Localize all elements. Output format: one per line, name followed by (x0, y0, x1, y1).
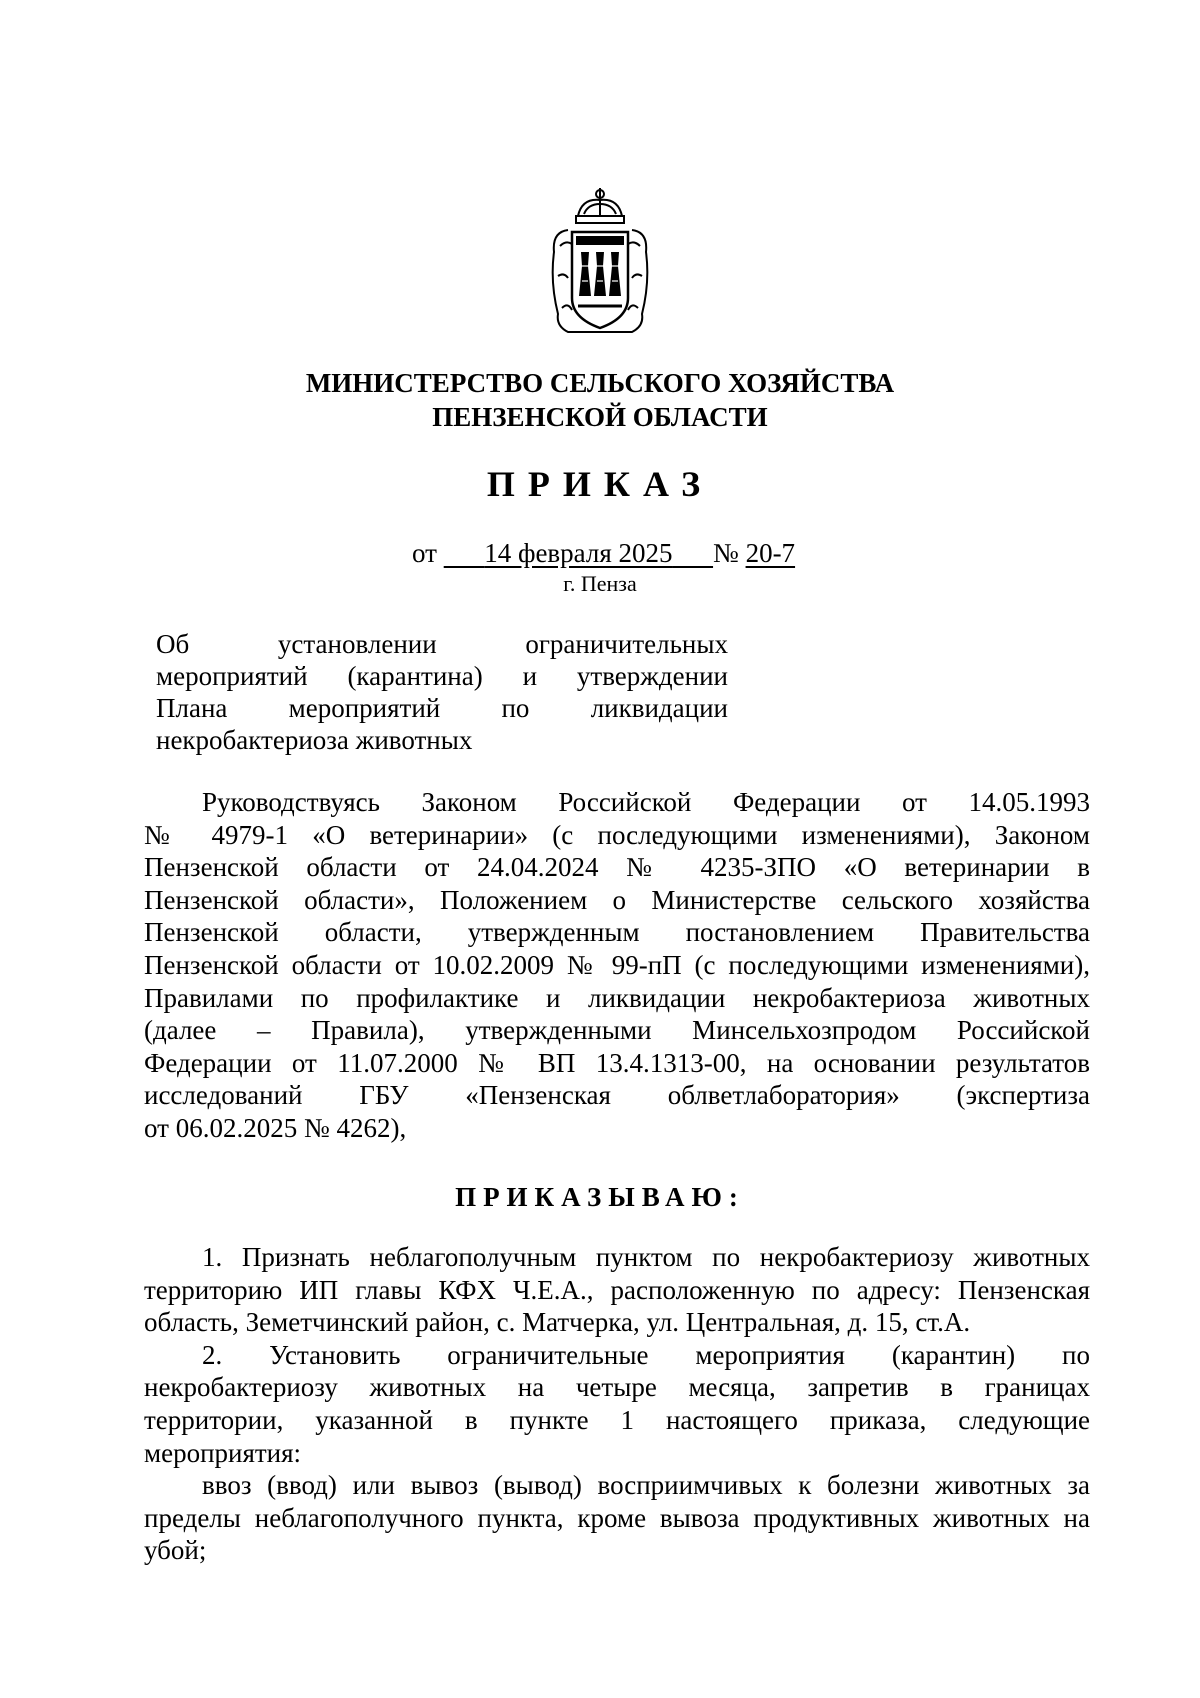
paragraph-line: Руководствуясь Законом Российской Федерации от 14.05.1993 (202, 787, 1090, 817)
subject-line: некробактериоза животных (156, 725, 473, 755)
subject-line: Плана мероприятий по ликвидации (156, 693, 728, 723)
paragraph-line: от 06.02.2025 № 4262), (144, 1112, 407, 1143)
number-prefix: № (713, 538, 739, 568)
preamble-paragraph (144, 786, 1090, 1145)
coat-of-arms-emblem (548, 186, 652, 338)
paragraph-line: исследований ГБУ «Пензенская облветлаборатория» (экспертиза (144, 1080, 1090, 1111)
item-2-line: территории, указанной в пункте 1 настоящего приказа, следующие (144, 1404, 1090, 1435)
item-2a-line: убой; (144, 1535, 207, 1566)
subject-line: мероприятий (карантина) и утверждении (156, 661, 728, 691)
item-2a-line: ввоз (ввод) или вывоз (вывод) восприимчивых к болезни животных за (202, 1470, 1090, 1501)
item-1-line: территорию ИП главы КФХ Ч.Е.А., расположенную по адресу: Пензенская (144, 1274, 1090, 1305)
subject-line: Об установлении ограничительных (156, 629, 728, 659)
paragraph-line: Пензенской области», Положением о Министерстве сельского хозяйства (144, 884, 1090, 915)
item-2-line: некробактериозу животных на четыре месяца, запретив в границах (144, 1372, 1090, 1403)
paragraph-line: Федерации от 11.07.2000 № ВП 13.4.1313-00, на основании результатов (144, 1047, 1090, 1078)
item-2-line: мероприятия: (144, 1437, 302, 1468)
date-prefix: от (412, 538, 437, 568)
document-type-title: ПРИКАЗ (486, 464, 714, 504)
order-items (144, 1241, 1090, 1567)
order-number: 20-7 (745, 538, 796, 568)
item-1-line: область, Земетчинский район, с. Матчерка, ул. Центральная, д. 15, ст.А. (144, 1307, 971, 1338)
paragraph-line: (далее – Правила), утвержденными Минсельхозпродом Российской (144, 1015, 1090, 1046)
item-1-line: 1. Признать неблагополучным пунктом по некробактериозу животных (202, 1242, 1090, 1272)
decree-heading: ПРИКАЗЫВАЮ: (455, 1182, 745, 1212)
paragraph-line: Пензенской области от 10.02.2009 № 99-пП (с последующими изменениями), (144, 949, 1090, 980)
paragraph-line: № 4979-1 «О ветеринарии» (с последующими изменениями), Законом (144, 819, 1090, 850)
ministry-name-line-1: МИНИСТЕРСТВО СЕЛЬСКОГО ХОЗЯЙСТВА (305, 368, 895, 398)
paragraph-line: Правилами по профилактике и ликвидации некробактериоза животных (144, 982, 1090, 1013)
ministry-name-line-2: ПЕНЗЕНСКОЙ ОБЛАСТИ (432, 402, 768, 432)
item-2-line: 2. Установить ограничительные мероприятия (карантин) по (202, 1339, 1090, 1370)
city: г. Пенза (563, 571, 637, 596)
date-number-line (412, 536, 795, 570)
item-2a-line: пределы неблагополучного пункта, кроме вывоза продуктивных животных на (144, 1502, 1090, 1533)
date-underlined (444, 538, 713, 568)
paragraph-line: Пензенской области от 24.04.2024 № 4235-ЗПО «О ветеринарии в (144, 852, 1090, 883)
order-subject (156, 628, 728, 756)
paragraph-line: Пензенской области, утвержденным постановлением Правительства (144, 917, 1090, 948)
order-date: 14 февраля 2025 (484, 538, 673, 568)
